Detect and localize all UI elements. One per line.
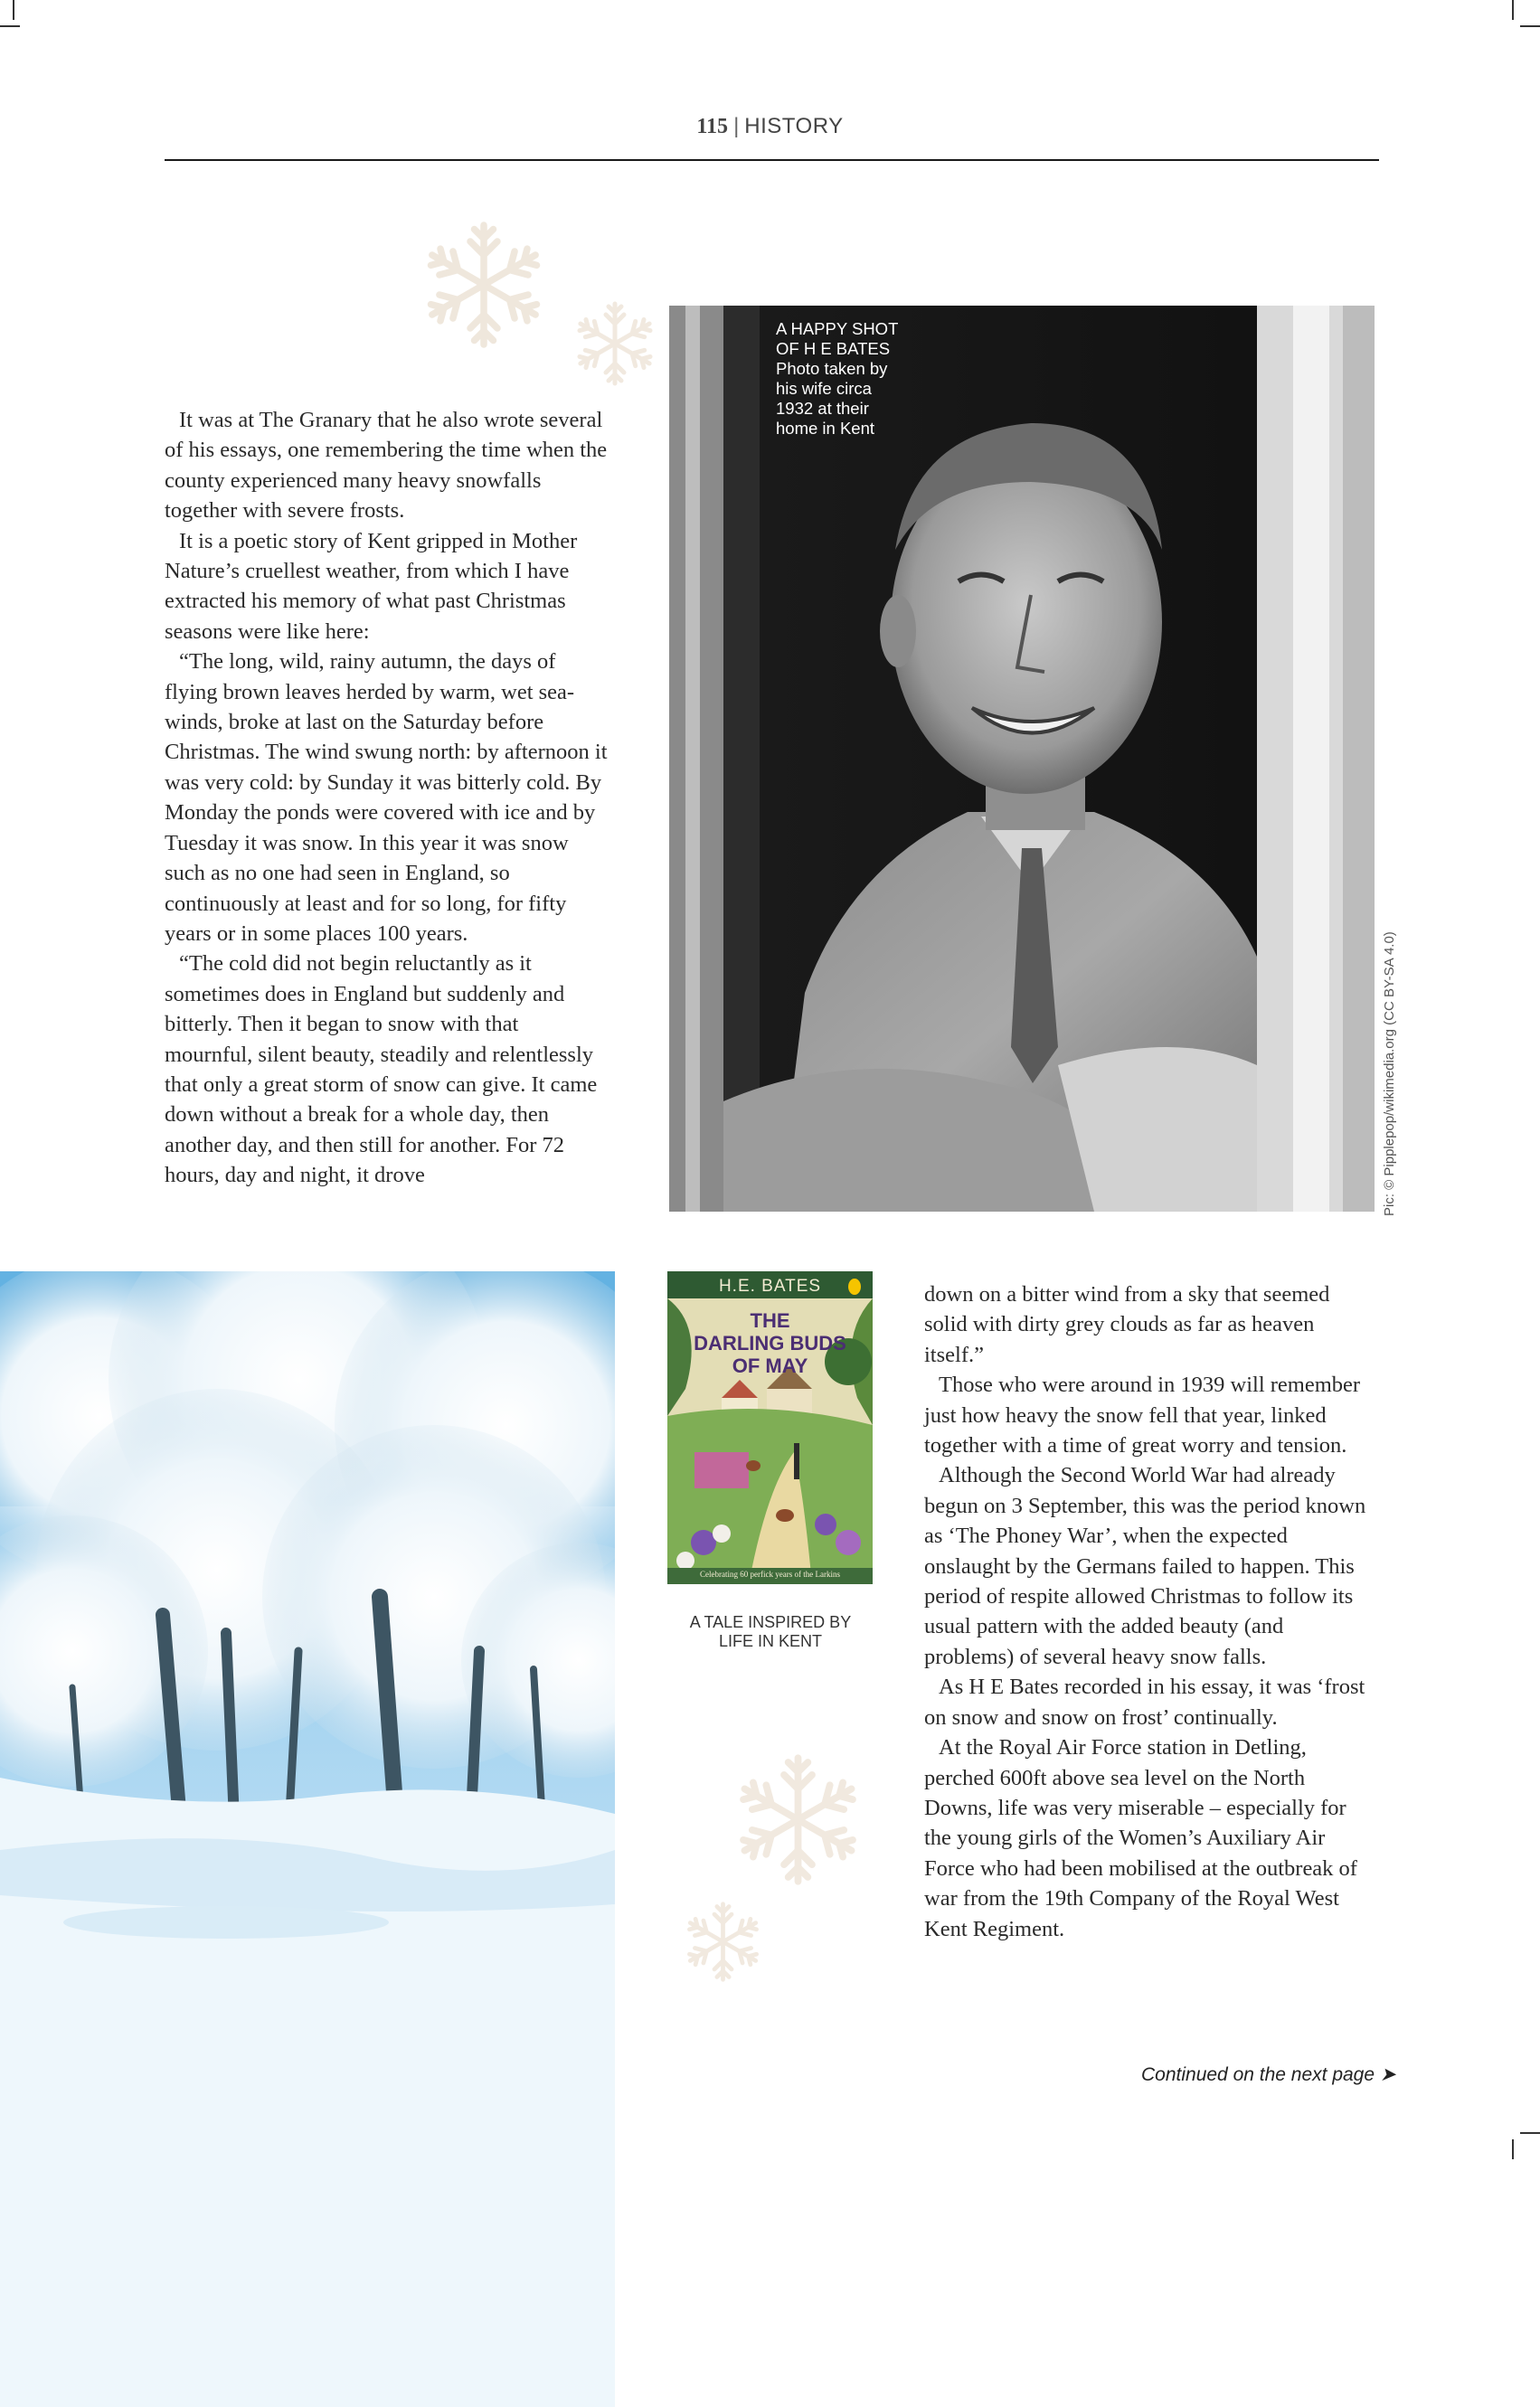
paragraph: At the Royal Air Force station in Detling, perched 600ft above sea level on the North Downs, life was very miserable – especially for the young girls of the Women’s Auxiliary Air Force who had been mobilised at the outbreak of war from the 19th Company of the Royal West Kent Regiment. (924, 1735, 1357, 1941)
paragraph: “The cold did not begin reluctantly as it sometimes does in England but suddenly and bitterly. Then it began to snow with that mournful, silent beauty, steadily and relentlessly that only a great storm of snow can give. It came down without a break for a whole day, then another day, and then still for another. For 72 hours, day and night, it drove (165, 951, 598, 1188)
photo-credit: Pic: © Pipplepop/wikimedia.org (CC BY-SA 4.0) (1382, 931, 1397, 1216)
caption-line: LIFE IN KENT (718, 1632, 823, 1650)
book-title-line: OF MAY (732, 1355, 808, 1377)
caption-line: Photo taken by (776, 359, 888, 378)
snowflake-icon (416, 217, 552, 353)
book-author: H.E. BATES (718, 1277, 822, 1296)
crop-mark (1512, 0, 1514, 20)
paragraph: down on a bitter wind from a sky that seemed solid with dirty grey clouds as far as heaven itself.” (924, 1282, 1330, 1367)
paragraph: It was at The Granary that he also wrote several of his essays, one remembering the time when the county experienced many heavy snowfalls together with severe frosts. (165, 408, 608, 524)
book-caption (669, 1613, 872, 1651)
caption-line: his wife circa (776, 379, 872, 398)
article-column-left (165, 405, 608, 1191)
continued-next-page-link[interactable]: Continued on the next page ➤ (1141, 2064, 1396, 2085)
snowflake-icon (680, 1899, 766, 1985)
caption-line: home in Kent (776, 419, 875, 438)
snow-scene-illustration (0, 1271, 615, 2407)
book-title-line: DARLING BUDS (694, 1332, 846, 1355)
paragraph: Although the Second World War had already begun on 3 September, this was the period known as ‘The Phoney War’, when the expected onslaught by the Germans failed to happen. This period of respite allowed Christmas to follow its usual pattern with the added beauty (and problems) of several heavy snow falls. (924, 1463, 1366, 1669)
caption-line: OF H E BATES (776, 339, 891, 358)
snowflake-icon (570, 298, 660, 389)
crop-mark (1520, 2132, 1540, 2134)
paragraph: “The long, wild, rainy autumn, the days of flying brown leaves herded by warm, wet sea-winds, broke at last on the Saturday before Christmas. The wind swung north: by afternoon it was very cold: by Sunday it was bitterly cold. By Monday the ponds were covered with ice and by Tuesday it was snow. In this year it was snow such as no one had seen in England, so continuously at least and for so long, for fifty years or in some places 100 years. (165, 649, 608, 946)
book-cover (667, 1271, 873, 1584)
book-tagline: Celebrating 60 perfick years of the Larkins (700, 1570, 840, 1579)
crop-mark (0, 25, 20, 27)
photo-caption (776, 319, 930, 439)
crop-mark (1512, 2139, 1514, 2159)
crop-mark (13, 0, 14, 20)
caption-line: A HAPPY SHOT (776, 319, 899, 338)
header-rule (165, 159, 1379, 161)
paragraph: It is a poetic story of Kent gripped in Mother Nature’s cruellest weather, from which I have extracted his memory of what past Christmas seasons were like here: (165, 528, 578, 644)
book-title-line: THE (750, 1309, 790, 1332)
portrait-illustration (669, 306, 1375, 1212)
portrait-photo (669, 306, 1375, 1212)
page-header (0, 114, 1540, 139)
snowflake-icon (728, 1750, 868, 1890)
page-number: 115 (696, 115, 729, 138)
caption-line: A TALE INSPIRED BY (689, 1613, 852, 1631)
section-title: HISTORY (744, 114, 844, 138)
book-publisher-logo (848, 1279, 861, 1295)
header-separator: | (733, 114, 740, 138)
paragraph: Those who were around in 1939 will remember just how heavy the snow fell that year, linked together with a time of great worry and tension. (924, 1373, 1361, 1458)
crop-mark (1520, 25, 1540, 27)
paragraph: As H E Bates recorded in his essay, it was ‘frost on snow and snow on frost’ continually. (924, 1675, 1365, 1730)
article-column-right (924, 1279, 1376, 1944)
caption-line: 1932 at their (776, 399, 869, 418)
book-title (667, 1309, 873, 1377)
